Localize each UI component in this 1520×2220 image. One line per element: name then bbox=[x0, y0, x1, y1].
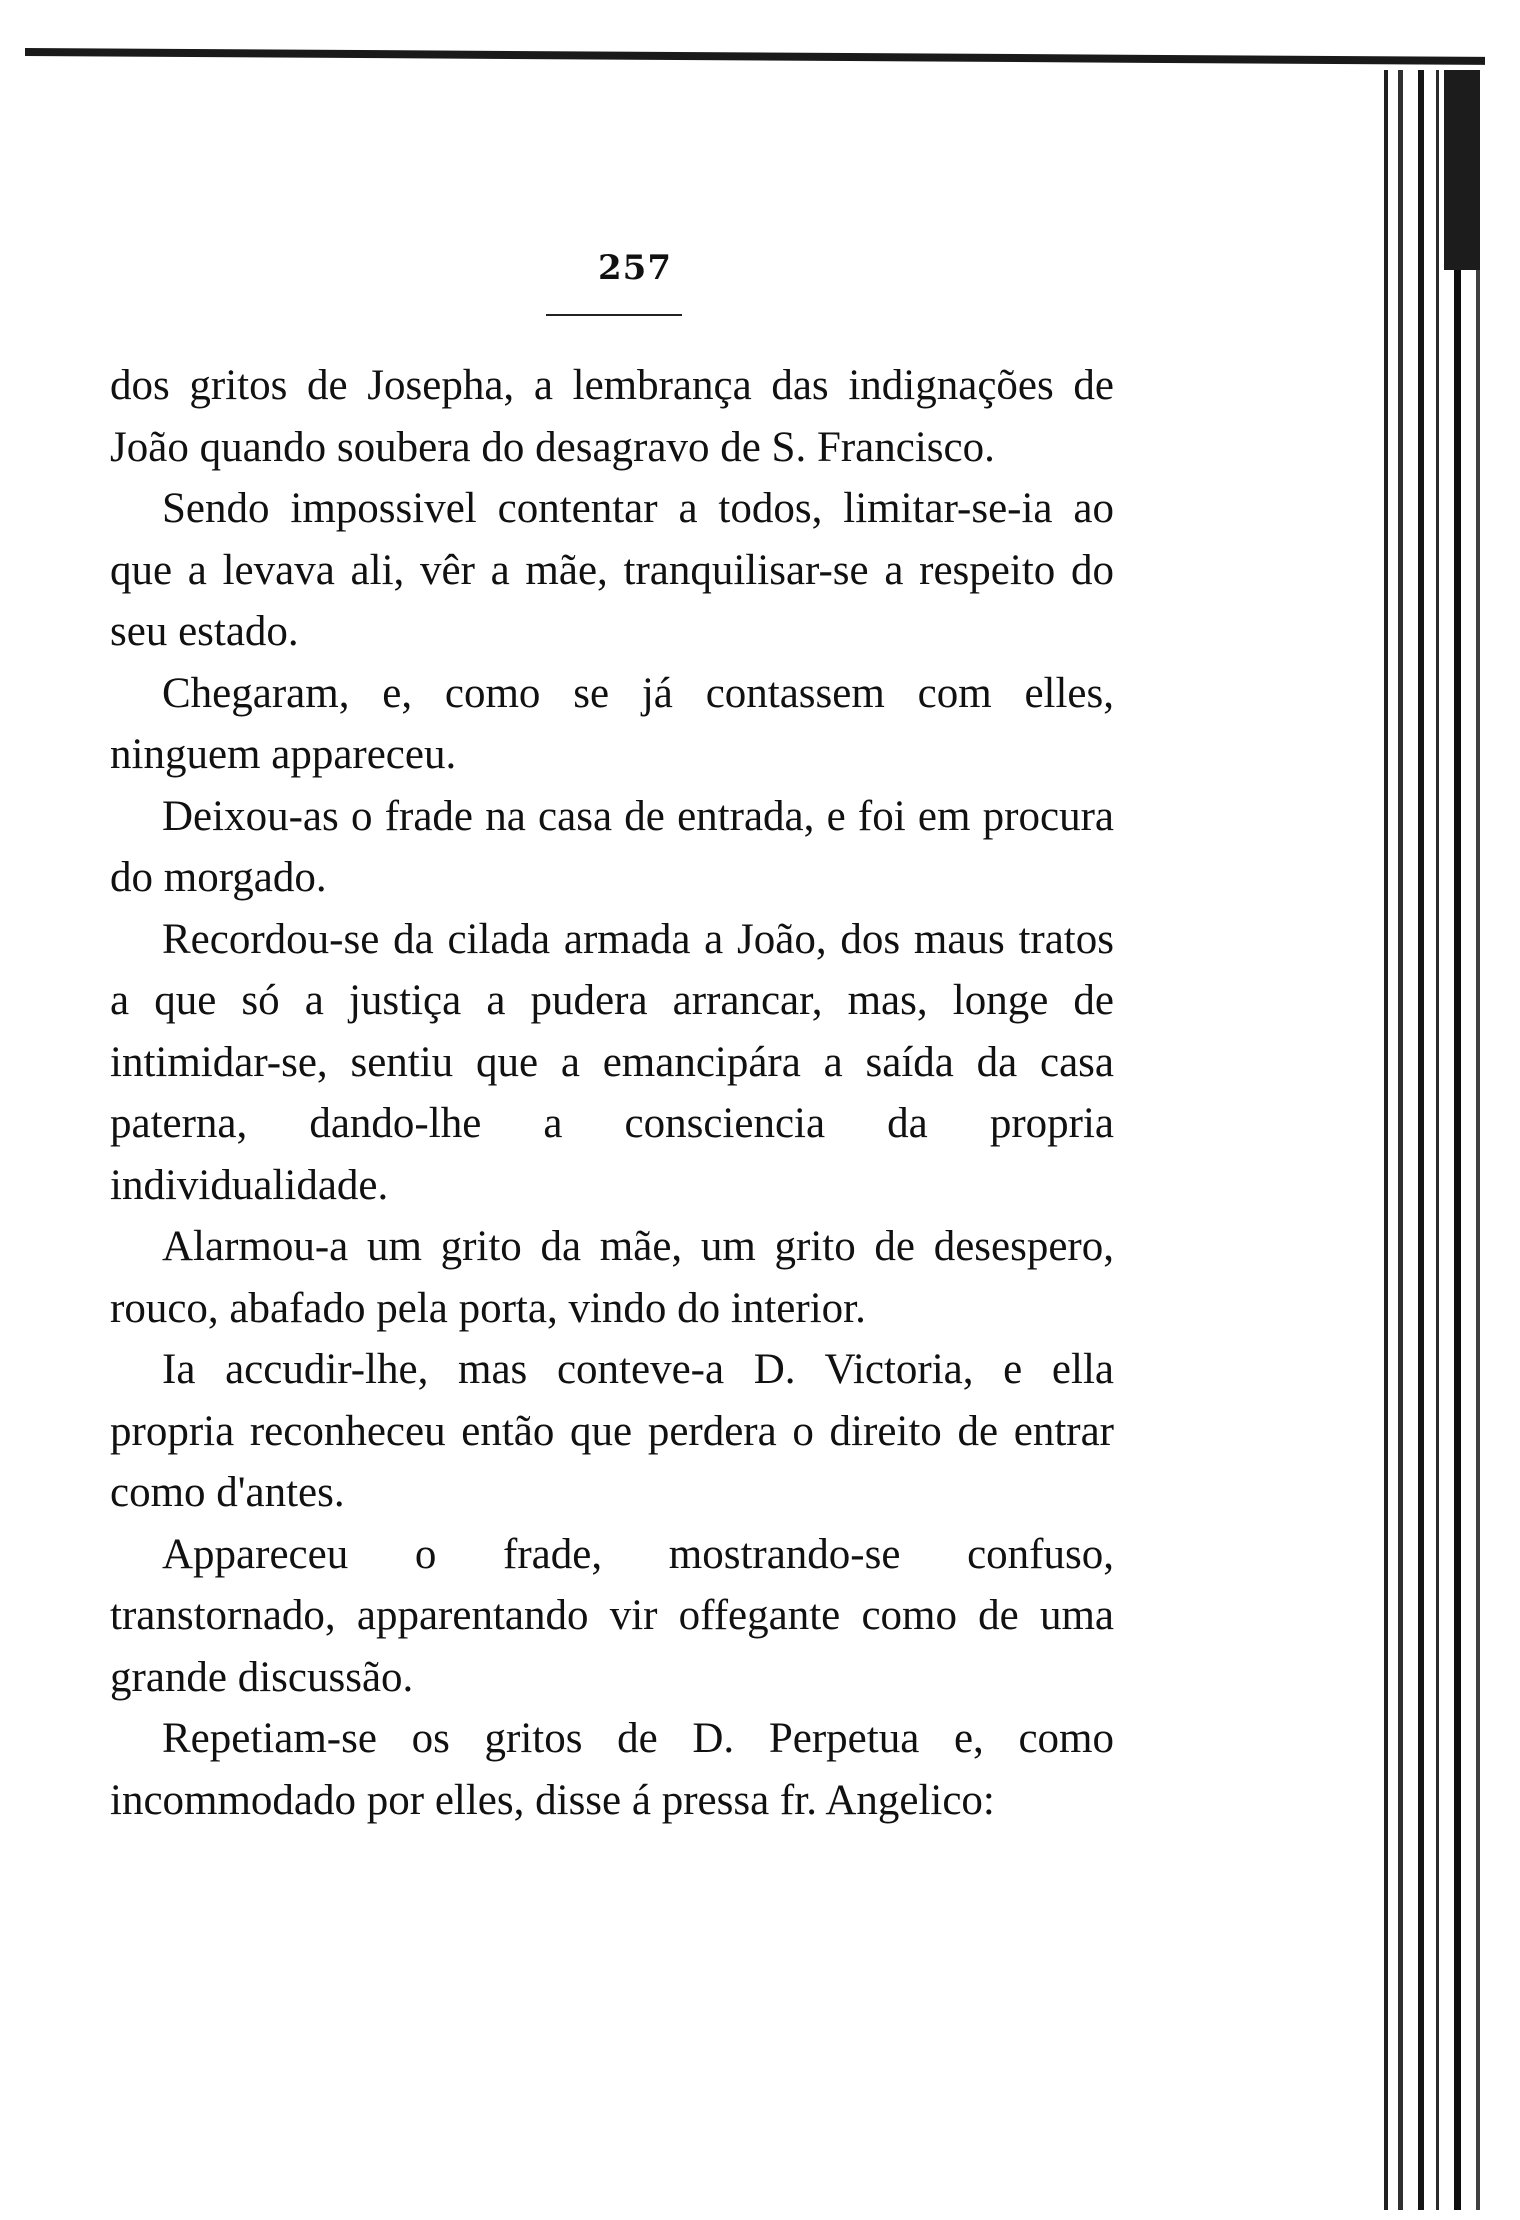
paragraph: Sendo impossivel contentar a todos, limitar-se-ia ao que a levava ali, vêr a mãe, tranquilisar-se a respeito do seu estado. bbox=[110, 485, 1114, 655]
header-rule bbox=[546, 314, 682, 316]
paragraph: Repetiam-se os gritos de D. Perpetua e, como incommodado por elles, disse á pressa fr. Angelico: bbox=[110, 1715, 1114, 1824]
paragraph: Appareceu o frade, mostrando-se confuso, transtornado, apparentando vir offegante como de uma grande discussão. bbox=[110, 1530, 1114, 1701]
page-top-edge-shadow bbox=[25, 48, 1485, 65]
page-number: 257 bbox=[598, 248, 672, 288]
paragraph: Ia accudir-lhe, mas conteve-a D. Victoria, e ella propria reconheceu então que perdera o direito de entrar como d'antes. bbox=[110, 1346, 1114, 1516]
book-binding-edge bbox=[1384, 70, 1494, 2210]
paragraph: Deixou-as o frade na casa de entrada, e foi em procura do morgado. bbox=[110, 792, 1114, 901]
paragraph: Recordou-se da cilada armada a João, dos maus tratos a que só a justiça a pudera arrancar, mas, longe de intimidar-se, sentiu que a emancipára a saída da casa paterna, dando-lhe a consciencia da propria individualidade. bbox=[110, 915, 1114, 1209]
paragraph: Alarmou-a um grito da mãe, um grito de desespero, rouco, abafado pela porta, vindo do interior. bbox=[110, 1223, 1114, 1332]
paragraph: Chegaram, e, como se já contassem com elles, ninguem appareceu. bbox=[110, 669, 1114, 778]
page-body-text bbox=[110, 355, 1114, 1831]
paragraph-continued: dos gritos de Josepha, a lembrança das indignações de João quando soubera do desagravo de S. Francisco. bbox=[110, 362, 1114, 471]
